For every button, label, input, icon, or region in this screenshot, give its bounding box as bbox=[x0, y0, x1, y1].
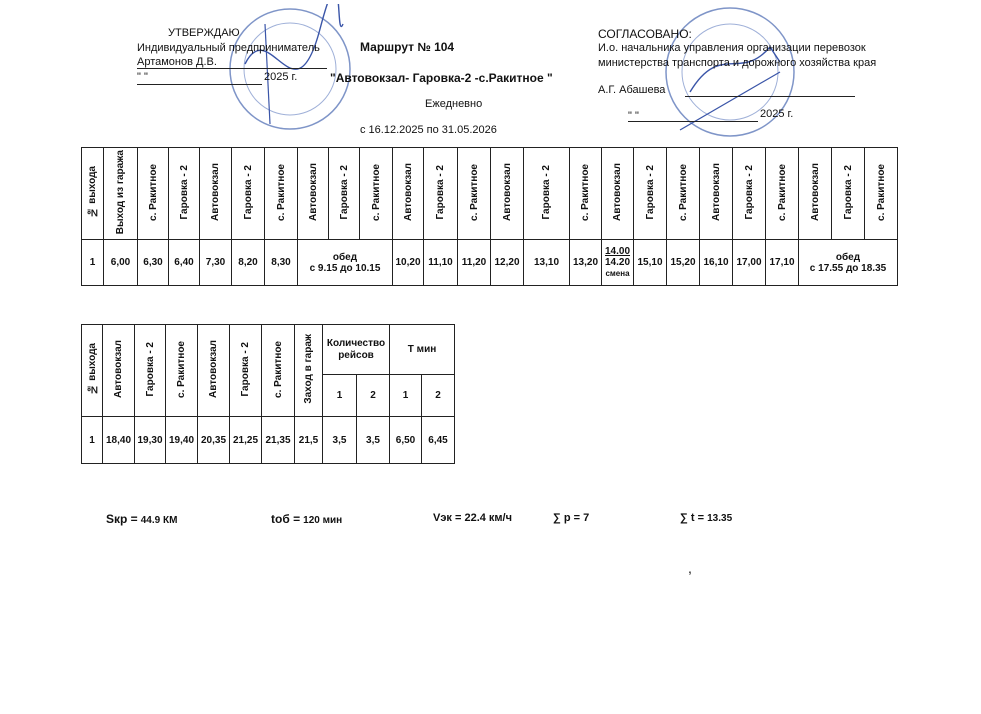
table1-header bbox=[104, 148, 138, 240]
table1-header bbox=[232, 148, 265, 240]
table1-header-label: с. Ракитное bbox=[875, 163, 887, 221]
route-frequency: Ежедневно bbox=[425, 98, 483, 110]
shift-change-cell bbox=[602, 240, 634, 286]
route-title: Маршрут № 104 bbox=[360, 40, 455, 54]
approve-date-line bbox=[137, 84, 262, 85]
table-cell: 15,20 bbox=[667, 240, 700, 286]
table1-header-label: Гаровка - 2 bbox=[644, 164, 656, 220]
table-cell: 17,10 bbox=[766, 240, 799, 286]
table-cell: 18,40 bbox=[103, 417, 135, 464]
sub-header: 2 bbox=[357, 375, 390, 417]
table1-header bbox=[700, 148, 733, 240]
table1-header-label: с. Ракитное bbox=[776, 163, 788, 221]
table-cell: 1 bbox=[82, 417, 103, 464]
table2-header-row bbox=[82, 325, 455, 375]
table-cell: 16,10 bbox=[700, 240, 733, 286]
table-cell: 19,40 bbox=[166, 417, 198, 464]
table-row bbox=[82, 240, 898, 286]
lunch-label: обед bbox=[332, 251, 358, 263]
table2-header bbox=[230, 325, 262, 417]
table1-header-label: с. Ракитное bbox=[275, 163, 287, 221]
table1-header bbox=[200, 148, 232, 240]
sum-t-value: 13.35 bbox=[707, 513, 733, 524]
table2-header-label: Заход в гараж bbox=[303, 334, 314, 404]
stray-mark: , bbox=[688, 560, 692, 576]
approve-title: УТВЕРЖДАЮ bbox=[168, 27, 240, 39]
table1-header-label: Автовокзал bbox=[307, 163, 319, 221]
table-cell: 3,5 bbox=[323, 417, 357, 464]
table1-header bbox=[265, 148, 298, 240]
route-name: "Автовокзал- Гаровка-2 -с.Ракитное " bbox=[330, 71, 553, 85]
lunch-time: с 9.15 до 10.15 bbox=[309, 262, 381, 274]
table-cell: 15,10 bbox=[634, 240, 667, 286]
table2-header bbox=[82, 325, 103, 417]
shift-time-2: 14.20 bbox=[604, 257, 631, 268]
table1-header bbox=[667, 148, 700, 240]
sum-t-label: ∑ t = bbox=[680, 512, 705, 524]
table1-header-label: Гаровка - 2 bbox=[178, 164, 190, 220]
table-cell: 21,35 bbox=[262, 417, 295, 464]
table1-header bbox=[491, 148, 524, 240]
table-cell: 8,20 bbox=[232, 240, 265, 286]
table-cell: 1 bbox=[82, 240, 104, 286]
schedule-table-2 bbox=[81, 324, 455, 464]
lunch-break-cell-2 bbox=[799, 240, 898, 286]
table1-header-label: № выхода bbox=[87, 166, 98, 218]
table-cell: 17,00 bbox=[733, 240, 766, 286]
trips-count-header: Количество рейсов bbox=[323, 325, 390, 375]
table-cell: 10,20 bbox=[393, 240, 424, 286]
table-cell: 19,30 bbox=[135, 417, 166, 464]
summary-tob bbox=[271, 512, 342, 526]
summary-sum-t bbox=[680, 512, 732, 524]
table-cell: 12,20 bbox=[491, 240, 524, 286]
table1-header bbox=[169, 148, 200, 240]
table-cell: 6,45 bbox=[422, 417, 455, 464]
table1-header bbox=[82, 148, 104, 240]
agree-date-year: 2025 г. bbox=[760, 108, 794, 120]
table2-header-label: Гаровка - 2 bbox=[144, 341, 156, 397]
table-cell: 7,30 bbox=[200, 240, 232, 286]
seal-stamp-left bbox=[225, 4, 355, 134]
table1-header bbox=[602, 148, 634, 240]
approve-line1: Индивидуальный предприниматель bbox=[137, 42, 320, 54]
table2-header bbox=[135, 325, 166, 417]
table1-header-label: с. Ракитное bbox=[147, 163, 159, 221]
approve-line2: Артамонов Д.В. bbox=[137, 56, 327, 69]
table1-header-label: с. Ракитное bbox=[677, 163, 689, 221]
table2-header bbox=[103, 325, 135, 417]
tmin-header: Т мин bbox=[390, 325, 455, 375]
table-cell: 11,10 bbox=[424, 240, 458, 286]
summary-sum-p bbox=[553, 512, 589, 524]
table-row bbox=[82, 417, 455, 464]
shift-time-1: 14.00 bbox=[604, 246, 631, 257]
table1-header-label: Гаровка - 2 bbox=[541, 164, 552, 220]
approve-date-year: 2025 г. bbox=[264, 71, 298, 83]
agree-name: А.Г. Абашева bbox=[598, 84, 666, 96]
table1-header-label: Автовокзал bbox=[612, 163, 623, 221]
tob-value: 120 мин bbox=[303, 515, 343, 526]
schedule-table-1 bbox=[81, 147, 898, 286]
table1-header-label: Гаровка - 2 bbox=[338, 164, 350, 220]
table1-header-label: Автовокзал bbox=[210, 163, 221, 221]
table-cell: 13,10 bbox=[524, 240, 570, 286]
table2-header-label: Автовокзал bbox=[208, 340, 219, 398]
table1-header bbox=[570, 148, 602, 240]
table1-header-label: Выход из гаража bbox=[115, 149, 126, 235]
table1-header bbox=[832, 148, 865, 240]
table1-header-label: с. Ракитное bbox=[370, 163, 382, 221]
table1-header-label: Автовокзал bbox=[710, 163, 722, 221]
table-cell: 13,20 bbox=[570, 240, 602, 286]
table2-header-label: с. Ракитное bbox=[272, 340, 284, 398]
table-cell: 6,30 bbox=[138, 240, 169, 286]
agree-date-line bbox=[628, 121, 758, 122]
table2-header-label: с. Ракитное bbox=[176, 340, 187, 398]
lunch-break-cell-1 bbox=[298, 240, 393, 286]
table1-header bbox=[298, 148, 329, 240]
table1-header-label: с. Ракитное bbox=[468, 163, 480, 221]
table1-header-label: Гаровка - 2 bbox=[842, 164, 854, 220]
sub-header: 2 bbox=[422, 375, 455, 417]
table1-header bbox=[393, 148, 424, 240]
table-cell: 6,40 bbox=[169, 240, 200, 286]
table1-header bbox=[799, 148, 832, 240]
table2-header bbox=[166, 325, 198, 417]
table-cell: 3,5 bbox=[357, 417, 390, 464]
table2-header bbox=[262, 325, 295, 417]
table-cell: 8,30 bbox=[265, 240, 298, 286]
table1-header bbox=[329, 148, 360, 240]
skr-value: 44.9 КМ bbox=[140, 515, 178, 526]
tob-label: tоб = bbox=[271, 512, 301, 526]
table1-header bbox=[865, 148, 898, 240]
table-cell: 6,00 bbox=[104, 240, 138, 286]
table2-header bbox=[295, 325, 323, 417]
table2-header-label: Автовокзал bbox=[113, 340, 124, 398]
route-period: с 16.12.2025 по 31.05.2026 bbox=[360, 124, 497, 136]
table1-header bbox=[360, 148, 393, 240]
table1-header bbox=[634, 148, 667, 240]
table-cell: 11,20 bbox=[458, 240, 491, 286]
agree-title: СОГЛАСОВАНО: bbox=[598, 27, 692, 41]
table-cell: 20,35 bbox=[198, 417, 230, 464]
approve-date-quote: " " bbox=[137, 71, 148, 83]
lunch-label: обед bbox=[835, 251, 861, 263]
table1-header-row bbox=[82, 148, 898, 240]
table2-header bbox=[198, 325, 230, 417]
table1-header-label: Автовокзал bbox=[402, 163, 414, 221]
table1-header bbox=[766, 148, 799, 240]
shift-label: смена bbox=[605, 269, 630, 278]
skr-label: Sкр = bbox=[106, 512, 138, 526]
agree-line2: министерства транспорта и дорожного хозяйства края bbox=[598, 57, 877, 69]
agree-date-quote: " " bbox=[628, 110, 639, 122]
table1-header-label: Гаровка - 2 bbox=[743, 164, 755, 220]
table1-header bbox=[524, 148, 570, 240]
table1-header bbox=[458, 148, 491, 240]
table1-header-label: Автовокзал bbox=[809, 163, 821, 221]
vek-label: Vэк = 22.4 км/ч bbox=[433, 512, 513, 524]
table-cell: 6,50 bbox=[390, 417, 422, 464]
table1-header bbox=[733, 148, 766, 240]
table1-header-label: с. Ракитное bbox=[580, 163, 591, 221]
table2-header-label: Гаровка - 2 bbox=[240, 341, 251, 397]
sum-p-label: ∑ р = 7 bbox=[553, 512, 590, 524]
lunch-time: с 17.55 до 18.35 bbox=[809, 262, 887, 274]
table-cell: 21,5 bbox=[295, 417, 323, 464]
agree-sign-line bbox=[685, 96, 855, 97]
summary-skr bbox=[106, 512, 177, 526]
table1-header bbox=[138, 148, 169, 240]
table-cell: 21,25 bbox=[230, 417, 262, 464]
table1-header-label: Гаровка - 2 bbox=[242, 164, 254, 220]
summary-vek bbox=[433, 512, 512, 524]
table1-header bbox=[424, 148, 458, 240]
table1-header-label: Гаровка - 2 bbox=[435, 164, 446, 220]
sub-header: 1 bbox=[390, 375, 422, 417]
sub-header: 1 bbox=[323, 375, 357, 417]
table2-header-label: № выхода bbox=[86, 343, 98, 395]
agree-line1: И.о. начальника управления организации перевозок bbox=[598, 42, 866, 54]
table1-header-label: Автовокзал bbox=[501, 163, 513, 221]
